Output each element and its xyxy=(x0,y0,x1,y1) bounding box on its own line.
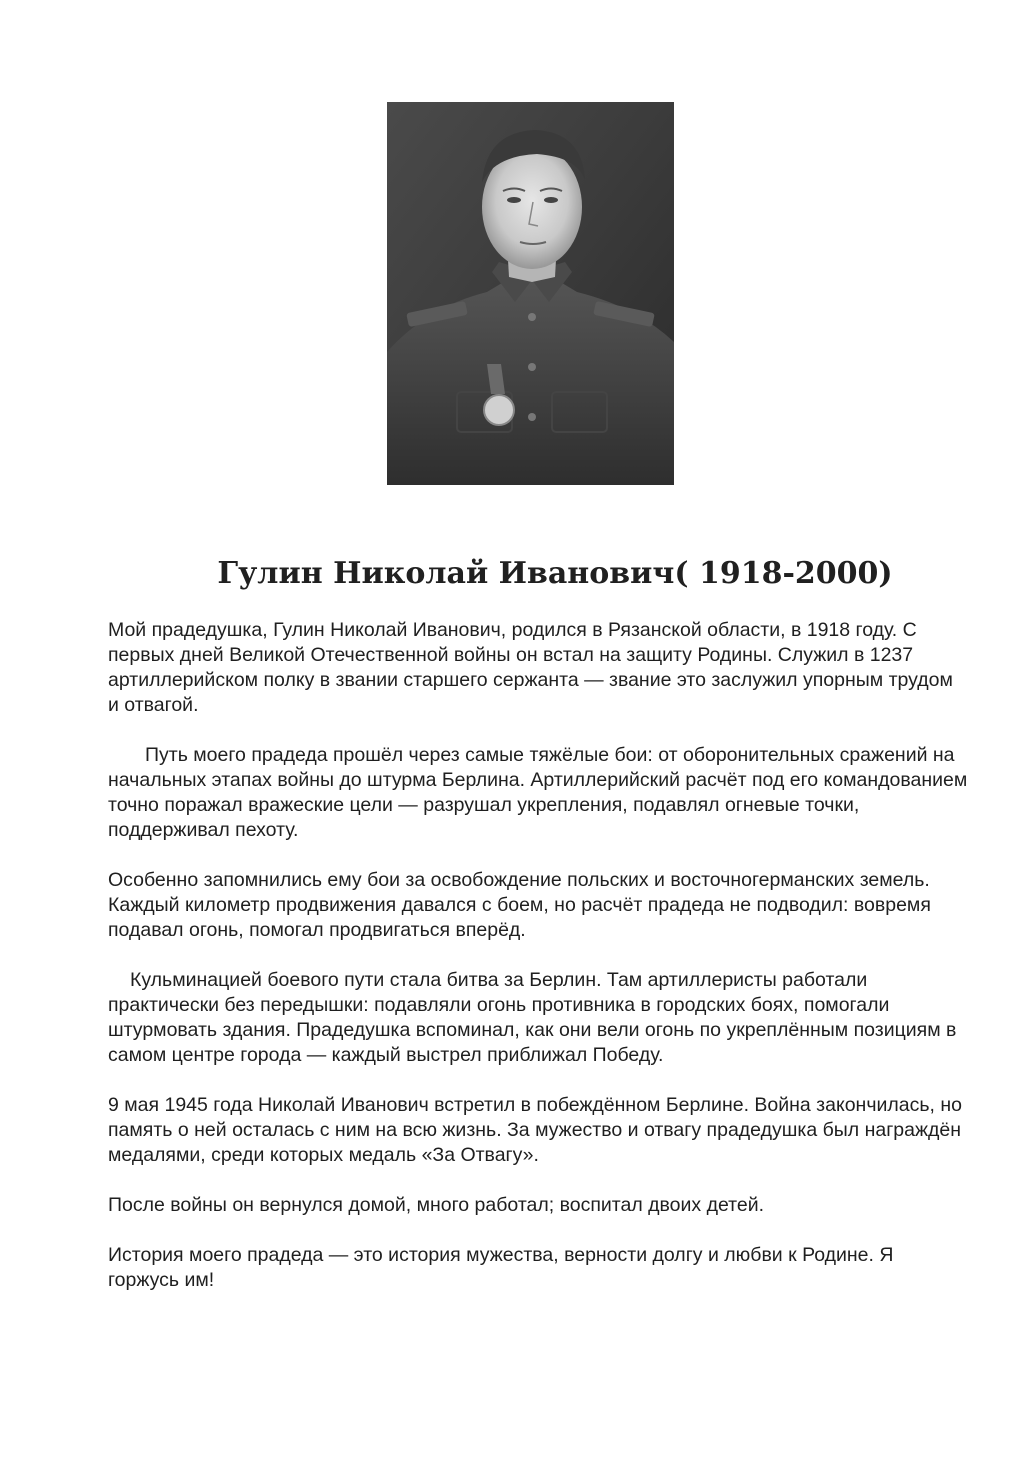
paragraph-liberation: Особенно запомнились ему бои за освобождение польских и восточногерманских земель. Каждый километр продвижения давался с боем, но расчёт прадеда не подводил: вовремя подавал огонь, помогал продвигаться вперёд. xyxy=(108,869,931,941)
paragraph-victory: 9 мая 1945 года Николай Иванович встретил в побеждённом Берлине. Война закончилась, но память о ней осталась с ним на всю жизнь. За мужество и отвагу прадедушка был награждён медалями, среди которых медаль «За Отвагу». xyxy=(108,1094,962,1166)
biography-text xyxy=(108,618,968,1318)
page-title: Гулин Николай Иванович( 1918-2000) xyxy=(217,556,893,591)
portrait-image xyxy=(387,102,674,485)
paragraph-conclusion: История моего прадеда — это история мужества, верности долгу и любви к Родине. Я горжусь им! xyxy=(108,1244,894,1291)
paragraph-birth: Мой прадедушка, Гулин Николай Иванович, родился в Рязанской области, в 1918 году. С первых дней Великой Отечественной войны он встал на защиту Родины. Служил в 1237 артиллерийском полку в звании старшего сержанта — звание это заслужил упорным трудом и отвагой. xyxy=(108,619,953,716)
soldier-portrait-photo xyxy=(387,102,674,485)
paragraph-after-war: После войны он вернулся домой, много работал; воспитал двоих детей. xyxy=(108,1194,765,1216)
paragraph-battles: Путь моего прадеда прошёл через самые тяжёлые бои: от оборонительных сражений на начальных этапах войны до штурма Берлина. Артиллерийский расчёт под его командованием точно поражал вражеские цели — разрушал укрепления, подавлял огневые точки, поддерживал пехоту. xyxy=(108,744,968,841)
paragraph-berlin: Кульминацией боевого пути стала битва за Берлин. Там артиллеристы работали практически без передышки: подавляли огонь противника в городских боях, помогали штурмовать здания. Прадедушка вспоминал, как они вели огонь по укреплённым позициям в самом центре города — каждый выстрел приближал Победу. xyxy=(108,969,957,1066)
